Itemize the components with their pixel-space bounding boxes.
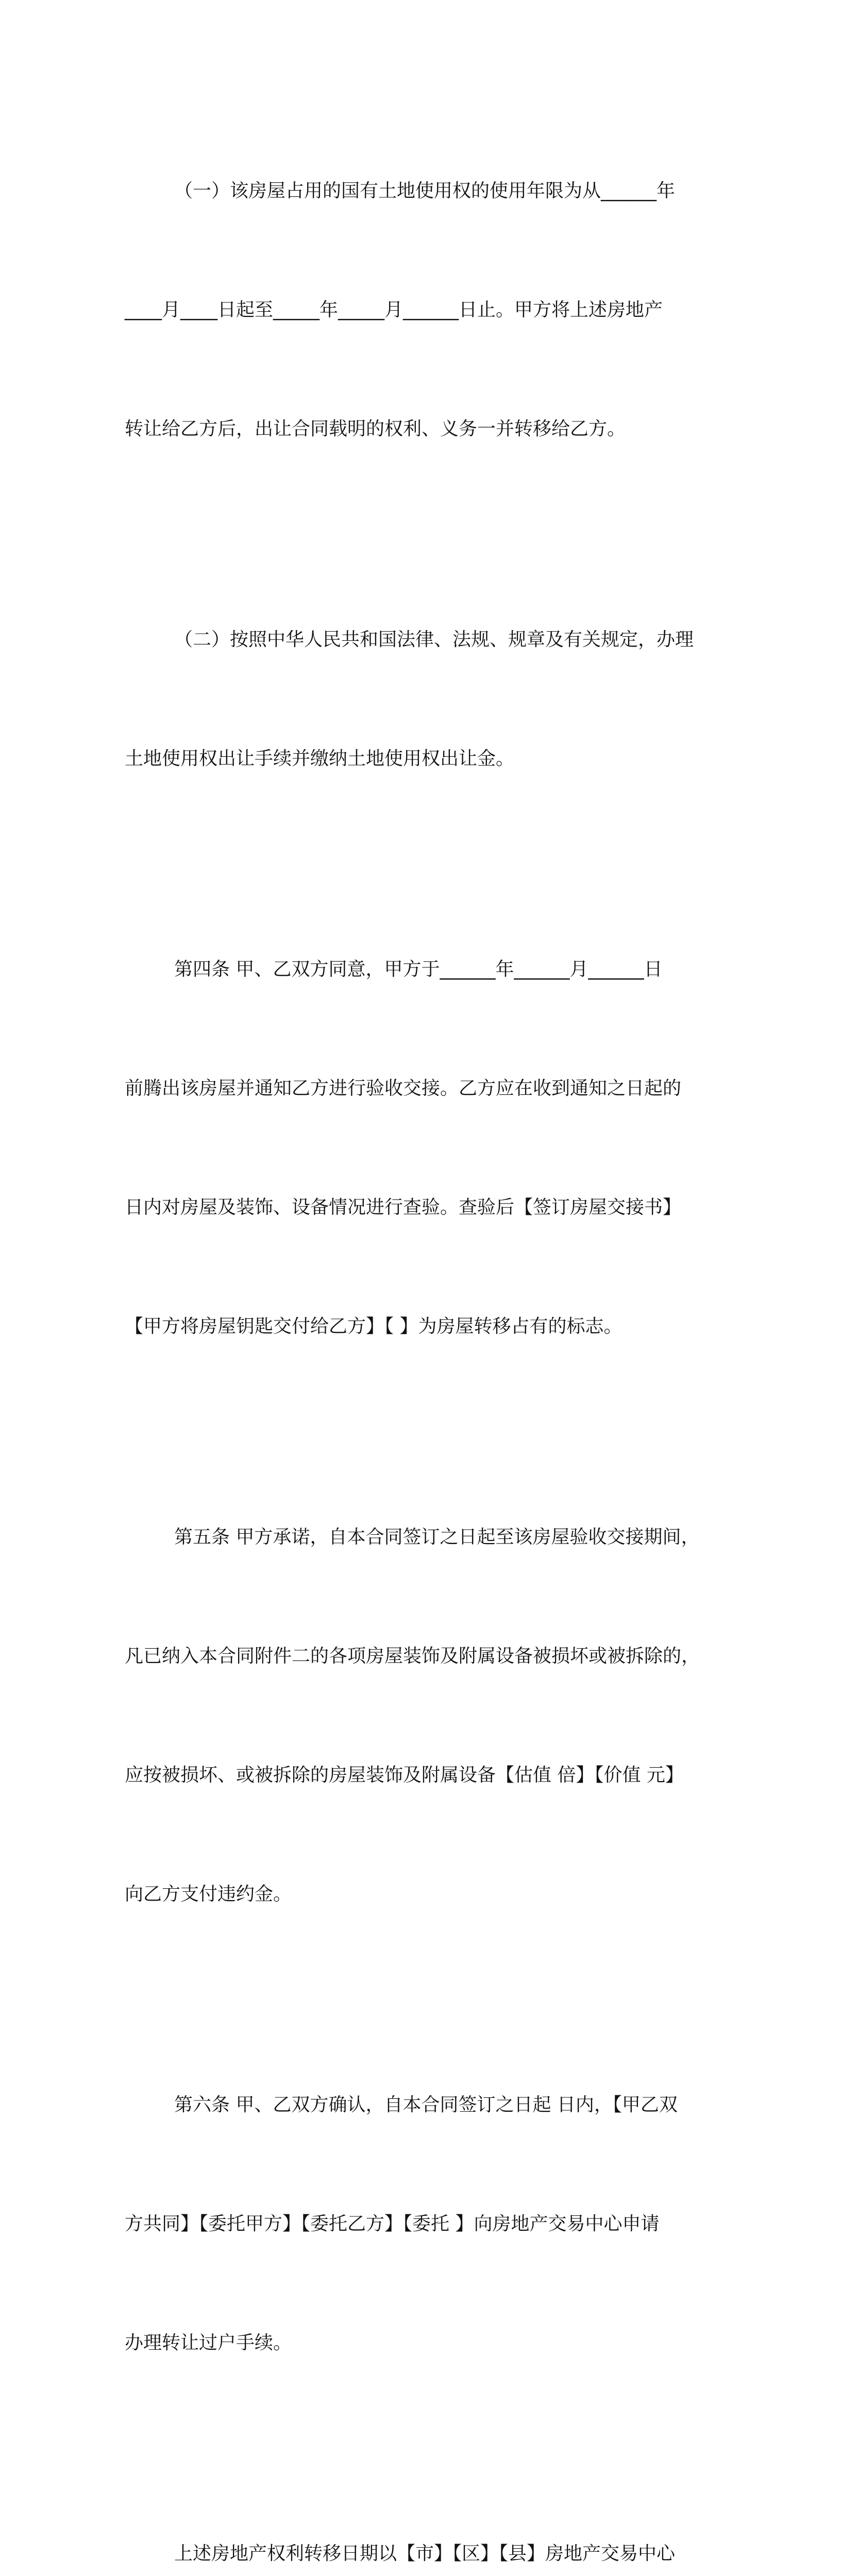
text-line: 方共同】【委托甲方】【委托乙方】【委托 】向房地产交易中心申请 [125,2213,660,2234]
paragraph-transfer-date [125,2454,716,2576]
text-line: 上述房地产权利转移日期以【市】【区】【县】房地产交易中心 [174,2543,676,2564]
text-line: 凡已纳入本合同附件二的各项房屋装饰及附属设备被损坏或被拆除的， [125,1646,700,1667]
text-line: 转让给乙方后，出让合同载明的权利、义务一并转移给乙方。 [125,418,626,439]
paragraph-land-use-term [125,92,716,528]
text-line: 向乙方支付违约金。 [125,1884,292,1905]
text-line: 第四条 甲、乙双方同意，甲方于______年______月______日 [174,959,663,980]
text-line: （二）按照中华人民共和国法律、法规、规章及有关规定，办理 [174,629,694,650]
text-line: 第五条 甲方承诺，自本合同签订之日起至该房屋验收交接期间， [174,1527,700,1548]
text-line: 应按被损坏、或被拆除的房屋装饰及附属设备【估值 倍】【价值 元】 [125,1765,684,1786]
text-line: （一）该房屋占用的国有土地使用权的使用年限为从______年 [174,180,676,201]
text-line: 办理转让过户手续。 [125,2332,292,2353]
text-line: 【甲方将房屋钥匙交付给乙方】【 】为房屋转移占有的标志。 [125,1316,623,1337]
text-line: ____月____日起至_____年_____月______日止。甲方将上述房地产 [125,299,663,320]
paragraph-land-transfer-fee [125,540,716,858]
paragraph-article-4 [125,870,716,1426]
document-body [125,92,716,2576]
text-line: 前腾出该房屋并通知乙方进行验收交接。乙方应在收到通知之日起的 [125,1078,682,1099]
text-line: 土地使用权出让手续并缴纳土地使用权出让金。 [125,748,515,769]
paragraph-article-5 [125,1438,716,1993]
text-line: 第六条 甲、乙双方确认，自本合同签订之日起 日内，【甲乙双 [174,2094,678,2115]
paragraph-article-6 [125,2006,716,2442]
text-line: 日内对房屋及装饰、设备情况进行查验。查验后【签订房屋交接书】 [125,1197,682,1218]
